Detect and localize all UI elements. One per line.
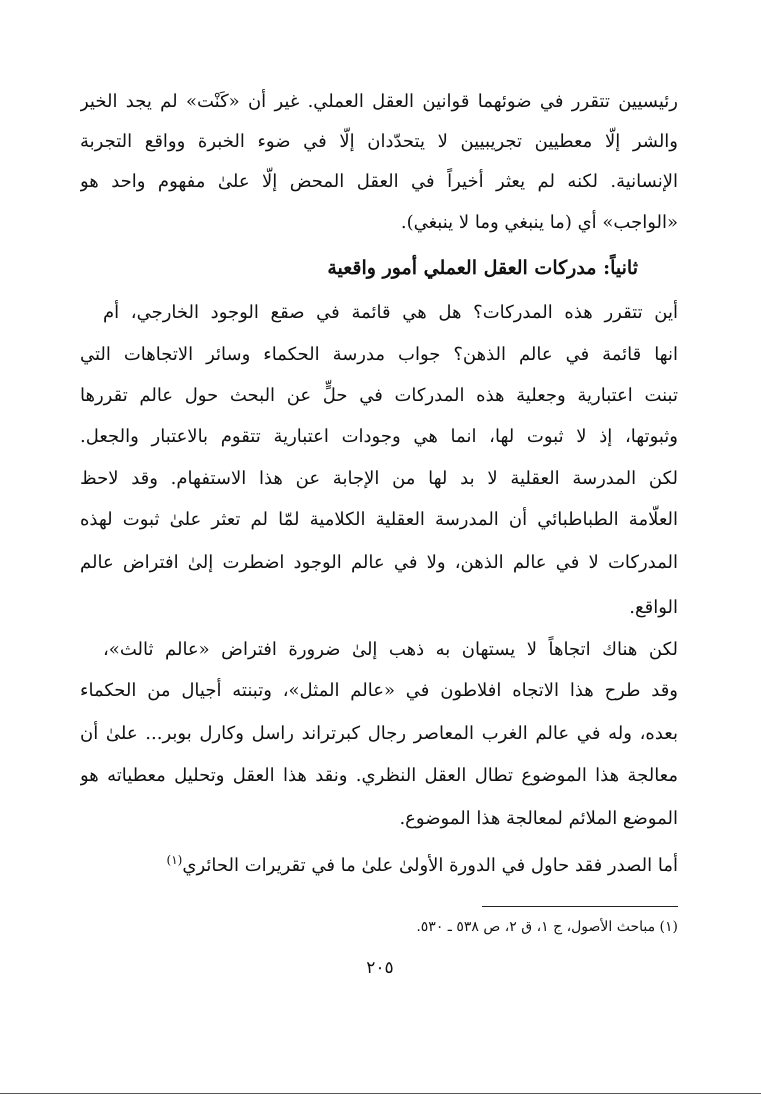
footnote-divider (482, 906, 678, 907)
text-line: بعده، وله في عالم الغرب المعاصر رجال كبرتراند راسل وكارل بوبر... علىٰ أن (80, 723, 678, 744)
text-line: الموضع الملائم لمعالجة هذا الموضوع. (399, 808, 678, 829)
text-segment: أما الصدر فقد حاول في الدورة الأولىٰ علىٰ ما في تقريرات الحائري (182, 855, 678, 876)
text-line: أين تتقرر هذه المدركات؟ هل هي قائمة في صقع الوجود الخارجي، أم (103, 302, 678, 323)
text-line: لكن المدرسة العقلية لا بد لها من الإجابة عن هذا الاستفهام. وقد لاحظ (80, 468, 678, 489)
text-line: وثبوتها، إذ لا ثبوت لها، انما هي وجودات اعتبارية تتقوم بالاعتبار والجعل. (80, 426, 678, 447)
text-line: الإنسانية. لكنه لم يعثر أخيراً في العقل المحض إلّا علىٰ مفهوم واحد هو (80, 171, 678, 192)
page-number: ٢٠٥ (366, 958, 394, 978)
section-heading: ثانياً: مدركات العقل العملي أمور واقعية (327, 257, 638, 279)
text-line: تبنت اعتبارية وجعلية هذه المدركات في حلٍّ عن البحث حول عالم تقررها (80, 385, 678, 406)
text-line: الواقع. (629, 597, 678, 618)
text-line: انها قائمة في عالم الذهن؟ جواب مدرسة الحكماء وسائر الاتجاهات التي (80, 344, 678, 365)
text-line: رئيسيين تتقرر في ضوئهما قوانين العقل العملي. غير أن «كَنْت» لم يجد الخير (80, 91, 678, 112)
scan-edge-line (0, 1093, 761, 1094)
text-line (103, 840, 678, 880)
text-line: وقد طرح هذا الاتجاه افلاطون في «عالم المثل»، وتبنته أجيال من الحكماء (80, 680, 678, 701)
footnote-marker: (١) (166, 853, 183, 867)
text-line: «الواجب» أي (ما ينبغي وما لا ينبغي). (400, 212, 678, 233)
footnote: (١) مباحث الأصول، ج ١، ق ٢، ص ٥٣٨ ـ ٥٣٠. (416, 919, 678, 935)
text-line: المدركات لا في عالم الذهن، ولا في عالم الوجود اضطرت إلىٰ افتراض عالم (80, 552, 678, 573)
text-line: العلّامة الطباطبائي أن المدرسة العقلية الكلامية لمّا لم تعثر علىٰ ثبوت لهذه (80, 509, 678, 530)
text-line: معالجة هذا الموضوع تطال العقل النظري. ونقد هذا العقل وتحليل معطياته هو (80, 765, 678, 786)
text-line: لكن هناك اتجاهاً لا يستهان به ذهب إلىٰ ضرورة افتراض «عالم ثالث»، (103, 639, 678, 660)
text-line: والشر إلّا معطيين تجريبيين لا يتحدّدان إلّا في ضوء الخبرة وواقع التجربة (80, 131, 678, 152)
